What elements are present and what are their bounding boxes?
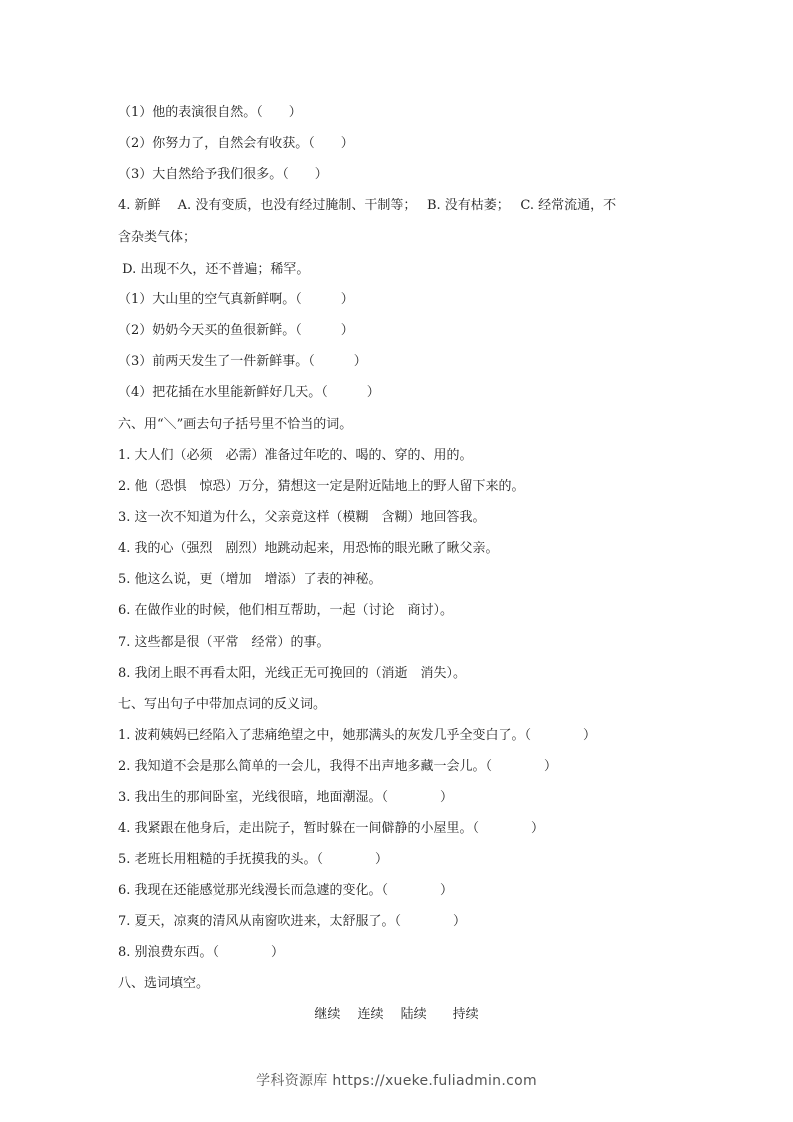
part5-item-3: （3）大自然给予我们很多。（ ） bbox=[118, 167, 328, 182]
section6-title: 六、用“＼”画去句子括号里不恰当的词。 bbox=[118, 417, 353, 432]
section6-item-2: 2. 他（恐惧 惊恐）万分，猜想这一定是附近陆地上的野人留下来的。 bbox=[118, 479, 525, 494]
section8-title: 八、选词填空。 bbox=[118, 976, 210, 991]
section7-item-5: 5. 老班长用粗糙的手抚摸我的头。（ ） bbox=[118, 852, 389, 867]
section7-item-6: 6. 我现在还能感觉那光线漫长而急遽的变化。（ ） bbox=[118, 883, 454, 898]
section6-item-3: 3. 这一次不知道为什么，父亲竟这样（模糊 含糊）地回答我。 bbox=[118, 510, 486, 525]
q4-definition-line-1: 4. 新鲜 A. 没有变质，也没有经过腌制、干制等； B. 没有枯萎； C. 经常流通，不 bbox=[118, 198, 617, 213]
part5-item-1: （1）他的表演很自然。（ ） bbox=[118, 105, 302, 120]
q4-item-4: （4）把花插在水里能新鲜好几天。（ ） bbox=[118, 385, 380, 400]
section7-item-3: 3. 我出生的那间卧室，光线很暗，地面潮湿。（ ） bbox=[118, 790, 454, 805]
q4-item-3: （3）前两天发生了一件新鲜事。（ ） bbox=[118, 354, 367, 369]
section6-item-6: 6. 在做作业的时候，他们相互帮助，一起（讨论 商讨）。 bbox=[118, 603, 454, 618]
q4-definition-line-2: 含杂类气体； bbox=[118, 230, 197, 245]
section8-word-bank: 继续 连续 陆续 持续 bbox=[314, 1007, 479, 1022]
section6-item-5: 5. 他这么说，更（增加 增添）了表的神秘。 bbox=[118, 572, 382, 587]
section6-item-8: 8. 我闭上眼不再看太阳，光线正无可挽回的（消逝 消失）。 bbox=[118, 666, 467, 681]
section7-item-1: 1. 波莉姨妈已经陷入了悲痛绝望之中，她那满头的灰发几乎全变白了。（ ） bbox=[118, 728, 597, 743]
section7-item-8: 8. 别浪费东西。（ ） bbox=[118, 945, 285, 960]
section6-item-1: 1. 大人们（必须 必需）准备过年吃的、喝的、穿的、用的。 bbox=[118, 448, 473, 463]
part5-item-2: （2）你努力了，自然会有收获。（ ） bbox=[118, 136, 354, 151]
section7-item-4: 4. 我紧跟在他身后，走出院子，暂时躲在一间僻静的小屋里。（ ） bbox=[118, 821, 545, 836]
q4-definition-line-3: D. 出现不久，还不普遍；稀罕。 bbox=[118, 262, 310, 277]
footer-watermark: 学科资源库 https://xueke.fuliadmin.com bbox=[256, 1073, 537, 1089]
section7-title: 七、写出句子中带加点词的反义词。 bbox=[118, 697, 327, 712]
q4-item-1: （1）大山里的空气真新鲜啊。（ ） bbox=[118, 292, 354, 307]
q4-item-2: （2）奶奶今天买的鱼很新鲜。（ ） bbox=[118, 323, 354, 338]
section6-item-7: 7. 这些都是很（平常 经常）的事。 bbox=[118, 635, 330, 650]
section7-item-7: 7. 夏天，凉爽的清风从南窗吹进来，太舒服了。（ ） bbox=[118, 914, 467, 929]
section7-item-2: 2. 我知道不会是那么简单的一会儿，我得不出声地多藏一会儿。（ ） bbox=[118, 759, 558, 774]
section6-item-4: 4. 我的心（强烈 剧烈）地跳动起来，用恐怖的眼光瞅了瞅父亲。 bbox=[118, 541, 499, 556]
